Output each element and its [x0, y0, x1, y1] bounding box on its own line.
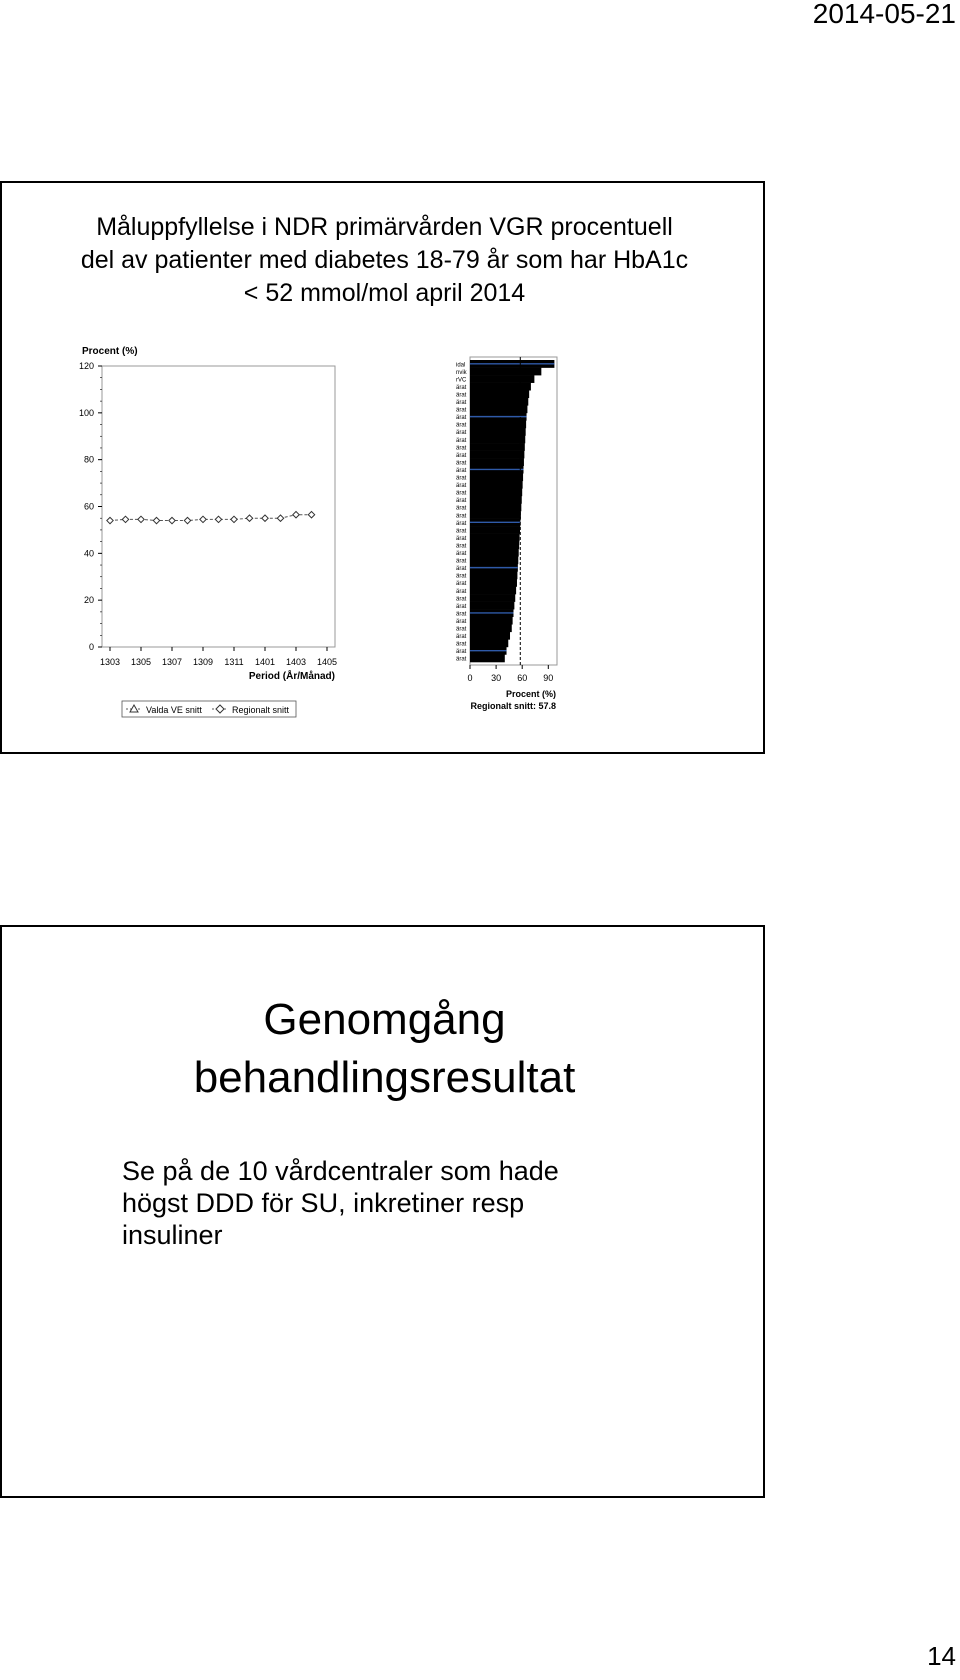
data-point [107, 517, 113, 523]
body-line: Se på de 10 vårdcentraler som hade [122, 1156, 559, 1186]
x-axis-label: Procent (%) [505, 689, 556, 699]
x-tick-label: 1403 [285, 657, 307, 667]
bar [470, 473, 523, 481]
x-tick-label: 90 [543, 673, 554, 683]
bar [470, 375, 534, 383]
bar [470, 383, 531, 391]
bar-category-label: ärat [456, 483, 467, 490]
bar-category-label: ärat [456, 392, 467, 399]
bar-category-label: ärat [456, 558, 467, 565]
slide-hba1c-chart [0, 181, 765, 754]
bar-category-label: ärat [456, 400, 467, 407]
x-axis-label: Period (År/Månad) [248, 671, 335, 682]
bar [470, 503, 521, 511]
y-tick-label: 40 [83, 548, 94, 559]
title-line: behandlingsresultat [193, 1053, 576, 1102]
bar-category-label: ärat [456, 535, 467, 542]
title-line: < 52 mmol/mol april 2014 [243, 279, 526, 307]
bar [470, 602, 514, 610]
y-tick-label: 100 [78, 407, 94, 418]
data-point [122, 516, 128, 522]
y-tick-label: 60 [83, 501, 94, 512]
x-tick-label: 60 [517, 673, 528, 683]
bar-category-label: nvik [456, 369, 467, 376]
bar [470, 420, 526, 428]
x-tick-label: 1405 [316, 657, 338, 667]
data-point [138, 516, 144, 522]
bar [470, 617, 513, 625]
bar [470, 368, 541, 376]
y-tick-label: 120 [78, 361, 94, 371]
bar [470, 526, 520, 534]
legend-entry: Valda VE snitt [146, 705, 202, 715]
bar [470, 587, 516, 595]
bar [470, 428, 526, 436]
bar [470, 549, 519, 557]
bar-category-label: ärat [456, 626, 467, 633]
bar [470, 541, 519, 549]
page-number: 14 [927, 1641, 956, 1671]
bar-category-label: ärat [456, 460, 467, 467]
bar [470, 488, 522, 496]
bar-category-label: ärat [456, 407, 467, 414]
bar-category-label: ärat [456, 656, 467, 663]
bar [470, 556, 518, 564]
x-tick-label: 1307 [161, 657, 183, 667]
bar-category-label: ärat [456, 475, 467, 482]
plot-frame [102, 366, 335, 647]
x-tick-label: 1305 [130, 657, 152, 667]
slide-body-text [122, 1155, 742, 1251]
y-tick-label: 80 [83, 454, 94, 465]
bar-category-label: idal [456, 362, 466, 369]
data-point [231, 516, 237, 522]
bar-category-label: ärat [456, 611, 467, 618]
slide-genomgang [0, 925, 765, 1498]
data-point [308, 511, 314, 517]
bar-category-label: ärat [456, 588, 467, 595]
bar-category-label: ärat [456, 573, 467, 580]
bar [470, 405, 527, 413]
data-point [153, 517, 159, 523]
bar [470, 451, 524, 459]
bar-category-label: ärat [456, 490, 467, 497]
x-tick-label: 1401 [254, 657, 276, 667]
bar-category-label: ärat [456, 649, 467, 656]
bar [470, 654, 505, 662]
bar-category-label: ärat [456, 498, 467, 505]
title-line: del av patienter med diabetes 18-79 år som har HbA1c [80, 246, 689, 274]
bar-category-label: ärat [456, 452, 467, 459]
bar [470, 436, 525, 444]
bar-category-label: ärat [456, 467, 467, 474]
bar-category-label: ärat [456, 618, 467, 625]
bar-category-label: ärat [456, 543, 467, 550]
data-point [184, 517, 190, 523]
bar-category-label: ärat [456, 634, 467, 641]
bar [470, 398, 528, 406]
data-point [215, 516, 221, 522]
bar [470, 458, 524, 466]
bar-category-label: ärat [456, 384, 467, 391]
bar-category-label: ärat [456, 437, 467, 444]
x-tick-label: 1311 [224, 657, 244, 667]
y-tick-label: 0 [88, 642, 94, 652]
y-tick-label: 20 [83, 595, 94, 606]
bar-category-label: ärat [456, 641, 467, 648]
bar [470, 639, 508, 647]
bar-category-label: ärat [456, 513, 467, 520]
bar-category-label: ärat [456, 445, 467, 452]
data-point [277, 515, 283, 521]
bar-category-label: rVC [456, 377, 467, 384]
body-line: insuliner [122, 1220, 223, 1250]
chart-subtitle: Regionalt snitt: 57.8 [470, 701, 556, 711]
bar-category-label: ärat [456, 505, 467, 512]
bar [470, 496, 522, 504]
x-tick-label: 1303 [99, 657, 121, 667]
bar-category-label: ärat [456, 551, 467, 558]
data-point [169, 517, 175, 523]
bar [470, 624, 512, 632]
bar-category-label: ärat [456, 520, 467, 527]
x-tick-label: 0 [467, 673, 473, 683]
bar [470, 534, 520, 542]
bar-category-label: ärat [456, 596, 467, 603]
data-point [246, 515, 252, 521]
x-tick-label: 1309 [192, 657, 214, 667]
data-point [200, 516, 206, 522]
data-point [262, 515, 268, 521]
header-date: 2014-05-21 [812, 0, 956, 29]
x-tick-label: 30 [491, 673, 502, 683]
bar [470, 632, 510, 640]
title-line: Genomgång [263, 995, 506, 1044]
bar [470, 511, 521, 519]
bar-category-label: ärat [456, 581, 467, 588]
bar [470, 481, 523, 489]
data-point [293, 511, 299, 517]
legend-entry: Regionalt snitt [232, 705, 290, 715]
charts-area [2, 183, 763, 752]
bar-category-label: ärat [456, 430, 467, 437]
bar [470, 443, 525, 451]
bar-category-label: ärat [456, 415, 467, 422]
bar-category-label: ärat [456, 422, 467, 429]
bar-category-label: ärat [456, 528, 467, 535]
bar [470, 571, 517, 579]
bar-category-label: ärat [456, 603, 467, 610]
y-axis-label: Procent (%) [82, 346, 138, 357]
bar [470, 594, 515, 602]
slide-title [2, 991, 767, 1107]
bar [470, 579, 517, 587]
title-line: Måluppfyllelse i NDR primärvården VGR procentuell [96, 213, 673, 241]
bar-category-label: ärat [456, 566, 467, 573]
body-line: högst DDD för SU, inkretiner resp [122, 1188, 525, 1218]
